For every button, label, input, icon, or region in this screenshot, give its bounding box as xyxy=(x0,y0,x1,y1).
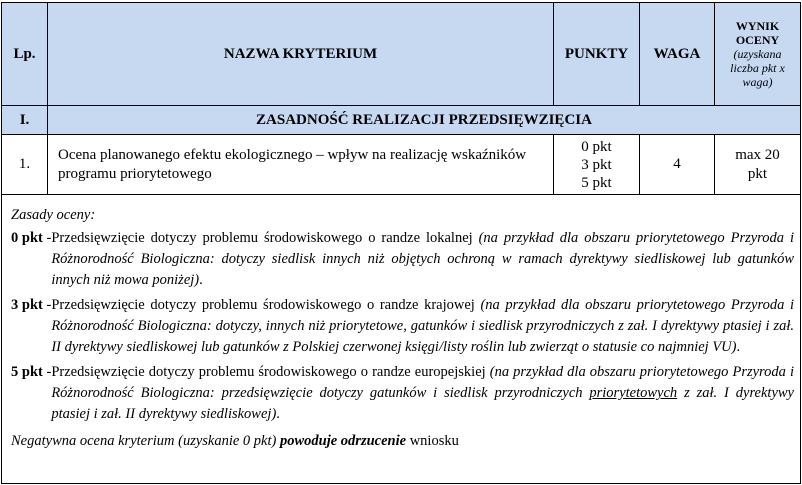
rule-5pkt xyxy=(11,362,794,425)
rule-label: 5 pkt - xyxy=(11,364,52,380)
rule-text: Przedsięwzięcie dotyczy problemu środowiskowego o randze europejskiej (na przykład dla obszaru priorytetowego Przyroda i Różnorodność Biologiczna: przedsięwzięcie dotyczy gatunków i siedlisk przyrodniczych priorytetowych z zał. I dyrektywy ptasiej i zał. II dyrektywy siedliskowej). xyxy=(51,364,794,422)
rule-label: 3 pkt - xyxy=(11,297,52,313)
header-wynik-line1: WYNIK xyxy=(735,19,780,33)
negative-note: Negatywna ocena kryterium (uzyskanie 0 pkt) powoduje odrzucenie wniosku xyxy=(11,433,459,449)
header-wynik-line2: OCENY xyxy=(735,33,780,47)
max-line1: max 20 xyxy=(735,146,780,163)
max-line2: pkt xyxy=(747,165,768,182)
header-row xyxy=(2,3,801,106)
section-title: ZASADNOŚĆ REALIZACJI PRZEDSIĘWZIĘCIA xyxy=(48,106,801,135)
criterion-name: Ocena planowanego efektu ekologicznego – wpływ na realizację wskaźników programu priorytetowego xyxy=(48,135,554,195)
criterion-points xyxy=(554,135,640,195)
header-wynik xyxy=(715,3,801,106)
rule-0pkt xyxy=(11,228,794,291)
points-0: 0 pkt xyxy=(581,138,612,155)
header-nazwa: NAZWA KRYTERIUM xyxy=(48,3,554,106)
section-row xyxy=(2,106,801,135)
underlined-word: priorytetowych xyxy=(589,385,678,401)
rule-3pkt xyxy=(11,295,794,358)
header-wynik-sub: (uzyskana liczba pkt x waga) xyxy=(730,47,785,89)
criterion-lp: 1. xyxy=(2,135,48,195)
points-3: 3 pkt xyxy=(581,156,612,173)
section-number: I. xyxy=(2,106,48,135)
rules-intro: Zasady oceny: xyxy=(11,207,96,223)
rule-label: 0 pkt - xyxy=(11,230,52,246)
header-punkty: PUNKTY xyxy=(554,3,640,106)
header-waga: WAGA xyxy=(640,3,715,106)
points-5: 5 pkt xyxy=(581,174,612,191)
criterion-row xyxy=(2,135,801,195)
rule-text: Przedsięwzięcie dotyczy problemu środowiskowego o randze lokalnej (na przykład dla obszaru priorytetowego Przyroda i Różnorodność Biologiczna: dotyczy siedlisk innych niż objętych ochroną w ramach dyrektywy siedliskowej lub gatunków innych niż mowa poniżej). xyxy=(51,230,794,288)
rules-cell xyxy=(2,195,801,484)
criterion-weight: 4 xyxy=(640,135,715,195)
criterion-max xyxy=(715,135,801,195)
rules-row xyxy=(2,195,801,484)
criteria-table xyxy=(1,2,801,484)
header-lp: Lp. xyxy=(2,3,48,106)
rule-text: Przedsięwzięcie dotyczy problemu środowiskowego o randze krajowej (na przykład dla obszaru priorytetowego Przyroda i Różnorodność Biologiczna: dotyczy, innych niż priorytetowe, gatunków i siedlisk przyrodniczych z zał. I dyrektywy ptasiej i zał. II dyrektywy siedliskowej lub gatunków z Polskiej czerwonej księgi/listy roślin lub zwierząt o statusie co najmniej VU). xyxy=(51,297,794,355)
